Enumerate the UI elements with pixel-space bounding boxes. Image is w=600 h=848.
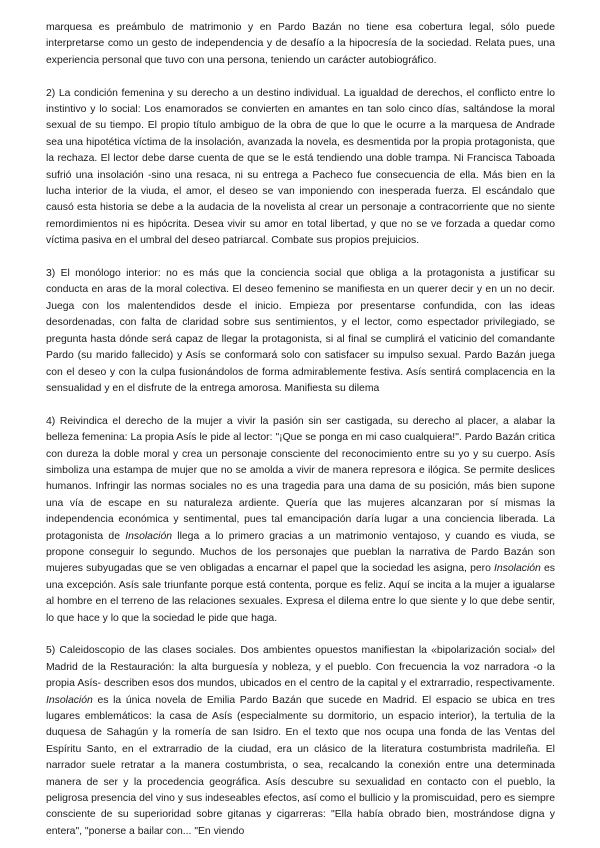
paragraph-4-derecho-pasion — [46, 414, 555, 627]
italic-title: Insolación — [494, 563, 541, 575]
paragraph-3-monologo-interior — [46, 266, 555, 397]
paragraph-5-clases-sociales — [46, 643, 555, 840]
text-run: 3) El monólogo interior: no es más que la conciencia social que obliga a la protagonista a justificar su conducta en aras de la moral colectiva. El deseo femenino se manifiesta en un querer decir y en un no decir. Juega con los malentendidos desde el inicio. Empieza por presentarse confundida, con las ideas desordenadas, con falta de claridad sobre sus sentimientos, y el lector, como espectador privilegiado, se pregunta hasta dónde será capaz de llegar la protagonista, si al final se cumplirá el vaticinio del comandante Pardo (su marido fallecido) y Asís se conformará solo con satisfacer su impulso sexual. Pardo Bazán juega con el deseo y con la culpa fusionándolos de forma admirablemente festiva. Asís sentirá complacencia en la sensualidad y en el disfrute de la entrega amorosa. Manifiesta su dilema — [46, 268, 555, 394]
text-run: 4) Reivindica el derecho de la mujer a vivir la pasión sin ser castigada, su derecho al placer, a alabar la belleza femenina: La propia Asís le pide al lector: "¡Que se ponga en mi caso cualquiera!". Pardo Bazán critica con dureza la doble moral y crea un personaje consciente del reconocimiento entre su yo y su cuerpo. Asís simboliza una estampa de mujer que no se amolda a vivir de manera represora e ilógica. Se permite deslices humanos. Infringir las normas sociales no es una tragedia para una dama de su posición, más bien supone una vía de escape en su naturaleza ardiente. Quería que las mujeres alcanzaran por sí mismas la independencia económica y sentimental, pues tal emancipación daría lugar a una conciencia liberada. La protagonista de — [46, 415, 555, 542]
text-run: 5) Caleidoscopio de las clases sociales. Dos ambientes opuestos manifiestan la «bipolarización social» del Madrid de la Restauración: la alta burguesía y nobleza, y el pueblo. Con frecuencia la voz narradora -o la propia Asís- describen esos dos mundos, ubicados en el centro de la capital y el extrarradio, respectivamente. — [46, 645, 555, 690]
text-run: es una excepción. Asís sale triunfante porque está contenta, porque es feliz. Aquí se incita a la mujer a igualarse al hombre en el terreno de las relaciones sexuales. Expresa el dilema entre lo que siente y lo que debe sentir, lo que hace y lo que la sociedad le pide que haga. — [46, 563, 555, 624]
paragraph-2-condicion-femenina — [46, 86, 555, 250]
text-run: llega a lo primero gracias a un matrimonio ventajoso, y cuando es viuda, se propone conseguir lo segundo. Muchos de los personajes que pueblan la narrativa de Pardo Bazán son mujeres subyugadas que se ven obligadas a encarnar el papel que la sociedad les asigna, pero — [46, 530, 555, 575]
italic-title: Insolación — [46, 694, 93, 706]
text-run: 2) La condición femenina y su derecho a un destino individual. La igualdad de derechos, el conflicto entre lo instintivo y lo social: Los enamorados se convierten en amantes en tan solo cinco días, saltándose la moral sexual de su tiempo. El propio título ambiguo de la obra de que lo que le ocurre a la marquesa de Andrade sea una hipotética víctima de la insolación, avanzada la novela, es desmentida por la propia protagonista, que la rechaza. El lector debe darse cuenta de que se le está tendiendo una doble trampa. Ni Francisca Taboada sufrió una insolación -sino una resaca, ni su entrega a Pacheco fue consecuencia de ella. Más bien en la lucha interior de la viuda, el amor, el deseo se van imponiendo con inesperada fuerza. El escándalo que causó esta historia se debe a la audacia de la novelista al crear un personaje a contracorriente que no siente remordimientos ni es hipócrita. Desea vivir su amor en total libertad, y que no se ve forzada a quedar como víctima pasiva en el umbral del deseo patriarcal. Combate sus propios prejuicios. — [46, 87, 555, 247]
paragraph-intro — [46, 20, 555, 69]
text-run: es la única novela de Emilia Pardo Bazán que sucede en Madrid. El espacio se ubica en tres lugares emblemáticos: la casa de Asís (especialmente su dormitorio, un espacio interior), la tertulia de la duquesa de Sahagún y la romería de san Isidro. En el texto que nos ocupa una fonda de las Ventas del Espíritu Santo, en el extrarradio de la ciudad, era un clásico de la literatura costumbrista madrileña. El narrador suele retratar a la manera costumbrista, o sea, recalcando la conexión entre una determinada manera de ser y la procedencia geográfica. Asís descubre su sexualidad en contacto con el pueblo, la peligrosa presencia del vino y sus indeseables efectos, así como el bullicio y la promiscuidad, pero es siempre consciente de su superioridad sobre gitanas y cigarreras: "Ella había obrado bien, mostrándose digna y entera", "ponerse a bailar con... "En viendo — [46, 694, 555, 837]
italic-title: Insolación — [125, 530, 173, 542]
text-run: marquesa es preámbulo de matrimonio y en Pardo Bazán no tiene esa cobertura legal, sólo puede interpretarse como un gesto de independencia y de desafío a la hipocresía de la sociedad. Relata pues, una experiencia personal que tuvo con una persona, teniendo un carácter autobiográfico. — [46, 22, 555, 66]
